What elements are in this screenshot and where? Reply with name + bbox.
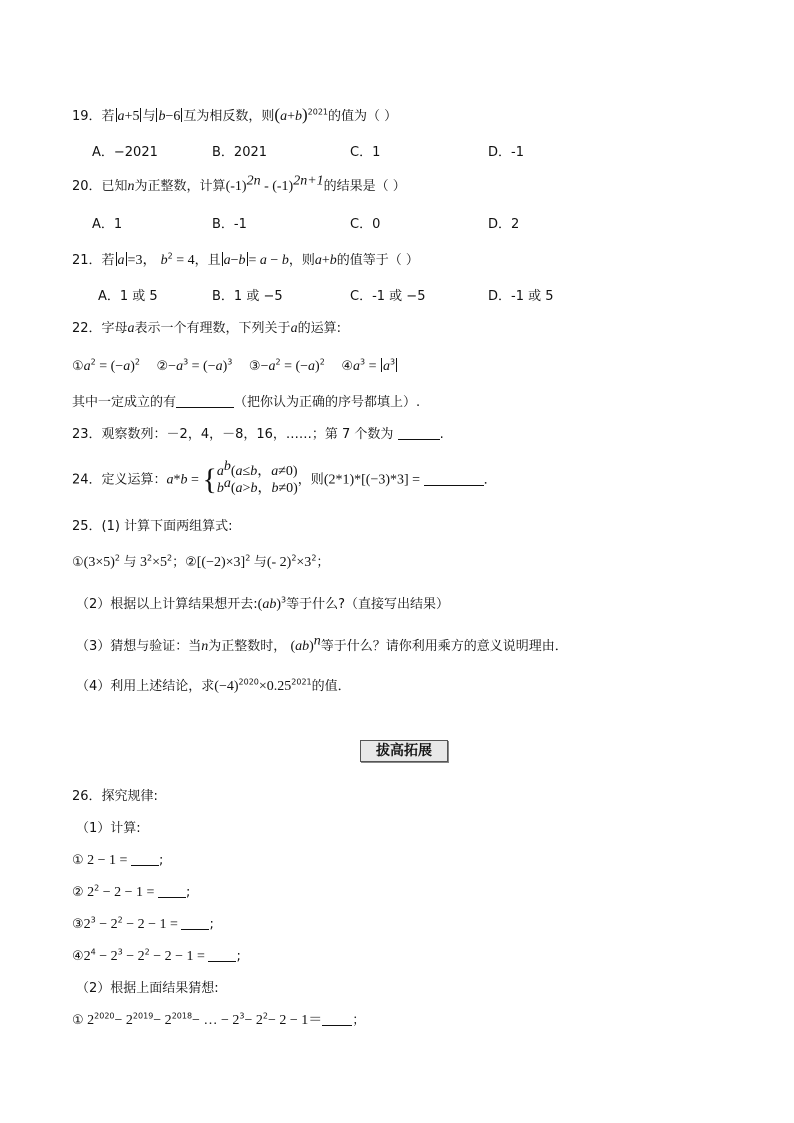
q25-text: （2）根据以上计算结果想开去: — [76, 597, 258, 612]
question-23 — [72, 426, 444, 444]
q21-option-b[interactable]: B．1 或 −5 — [212, 289, 283, 304]
q25-text: （3）猜想与验证：当 — [76, 639, 202, 654]
q22-items: $①a^2 = (-a)^2$ $②-a^3 = (-a)^3$ $③-a^2 = (-a)^2$ $④a^3 = a^3$ — [72, 357, 396, 374]
q25-text: 为正整数时， — [208, 639, 287, 654]
q25-text: 等于什么？请你利用乘方的意义说明理由． — [320, 639, 568, 654]
q19-text: 的值为（ ） — [328, 109, 398, 124]
question-26-title: 26．探究规律: — [72, 789, 158, 804]
question-22: 22．字母a表示一个有理数，下列关于a的运算: — [72, 321, 341, 336]
q24-text: 24．定义运算： — [72, 472, 167, 488]
q22-text: （把你认为正确的序号都填上）. — [234, 395, 421, 410]
q20-option-d[interactable]: D．2 — [488, 217, 520, 232]
item-marker: ① — [72, 853, 84, 868]
q25-text: 的值． — [311, 679, 351, 694]
answer-blank[interactable] — [176, 407, 234, 408]
answer-blank[interactable] — [131, 865, 159, 866]
q26-row-1: ① 2 − 1 = ; — [72, 853, 164, 868]
q21-text: 的值等于（ ） — [336, 253, 419, 268]
question-19: 19．若 a+5 与 b−6 互为相反数，则$(a+b)^{2021}$的值为（ ） — [72, 105, 398, 124]
q20-option-c[interactable]: C．0 — [350, 217, 381, 232]
q22-text: 其中一定成立的有 — [72, 395, 177, 410]
answer-blank[interactable] — [322, 1025, 352, 1026]
q21-option-d[interactable]: D．-1 或 5 — [488, 289, 554, 304]
question-24: 24．定义运算：$a*b = \{a^b(a\le b$，a≠0) $b^a(a>b$，b≠0)，则(2*1)*[(−3)*3] = ． — [72, 459, 497, 496]
question-20: 20．已知n为正整数，计算$(-1)^{2n} - (-1)^{2n+1}$的结果是（ ） — [72, 173, 406, 194]
answer-blank[interactable] — [208, 961, 236, 962]
q20-option-b[interactable]: B．-1 — [212, 217, 247, 232]
q22-text: 22．字母 — [72, 321, 128, 336]
q22-text: 表示一个有理数，下列关于 — [134, 321, 291, 336]
item-marker: ③ — [248, 359, 261, 374]
q21-text: 21．若 — [72, 253, 115, 268]
q20-text: 的结果是（ ） — [323, 179, 406, 194]
q21-text: ，且 — [194, 253, 221, 268]
q20-text: 为正整数，计算 — [134, 179, 226, 194]
q21-option-a[interactable]: A．1 或 5 — [98, 289, 158, 304]
piecewise-definition: $a^b(a\le b$，a≠0) $b^a(a>b$，b≠0) — [216, 459, 298, 496]
answer-blank[interactable] — [158, 897, 186, 898]
q19-text: 互为相反数，则 — [183, 109, 275, 124]
q26-row-3: $③2^3 - 2^2 - 2 - 1$ = ; — [72, 915, 214, 932]
q22-tail — [72, 394, 420, 412]
q26-row-2: ② $2^2 - 2 - 1$ = ; — [72, 883, 191, 900]
q26-row-4: $④2^4 - 2^3 - 2^2 - 2 - 1$ = ; — [72, 947, 241, 964]
q25-text: ；② — [172, 555, 197, 570]
question-25-part1: $①(3\times 5)^2$ 与 $3^2\times 5^2$；$②[(-2)\times 3]^2$ 与(- $2)^2\times 3^2$； — [72, 553, 330, 570]
q26-guess: ① $2^{2020}- 2^{2019}- 2^{2018}-$ … − $2^3- 2^2- 2 - 1=$ ； — [72, 1011, 366, 1028]
item-marker: ② — [156, 359, 169, 374]
q24-text: ，则 — [297, 472, 324, 488]
q21-text: ，则 — [288, 253, 315, 268]
q25-text: ； — [316, 555, 330, 570]
answer-blank[interactable] — [398, 439, 440, 440]
q19-exponent: 2021 — [307, 107, 328, 117]
q25-text: 与 — [123, 555, 137, 570]
question-25-part3: （3）猜想与验证：当n为正整数时， (ab)$^n$等于什么？请你利用乘方的意义说明理由． — [76, 633, 568, 654]
item-marker: ② — [72, 885, 84, 900]
q19-option-b[interactable]: B．2021 — [212, 145, 268, 160]
item-marker: ④ — [72, 949, 84, 964]
q21-option-c[interactable]: C．-1 或 −5 — [350, 289, 426, 304]
q20-text: 20．已知 — [72, 179, 128, 194]
q23-text: 23．观察数列：－2，4，－8，16，……；第 7 个数为 — [72, 427, 394, 442]
item-marker: ① — [72, 359, 84, 374]
item-marker: ④ — [341, 359, 353, 374]
item-marker: ① — [72, 555, 84, 570]
q19-text: 19．若 — [72, 109, 115, 124]
answer-blank[interactable] — [424, 485, 484, 486]
question-25-part4: （4）利用上述结论，求$(-4)^{2020}\times 0.25^{2021}$的值． — [76, 677, 351, 694]
answer-blank[interactable] — [181, 929, 209, 930]
q26-sub1: （1）计算: — [76, 821, 141, 836]
q20-option-a[interactable]: A．1 — [92, 217, 123, 232]
item-marker: ① — [72, 1013, 84, 1028]
q19-option-d[interactable]: D．-1 — [488, 145, 524, 160]
q25-text: 等于什么?（直接写出结果） — [286, 597, 449, 612]
q19-text: 与 — [142, 109, 156, 124]
q19-option-c[interactable]: C．1 — [350, 145, 381, 160]
q25-text: 与 — [253, 555, 267, 570]
section-banner: 拔高拓展 — [360, 740, 448, 762]
q25-text: （4）利用上述结论，求 — [76, 679, 215, 694]
q23-text: . — [439, 427, 444, 442]
question-21: 21．若 a =3， $b^2 = 4$，且 a−b = a − b，则a+b的值等于（ ） — [72, 251, 419, 268]
q22-text: 的运算: — [297, 321, 341, 336]
item-marker: ③ — [72, 917, 84, 932]
q26-sub2: （2）根据上面结果猜想: — [76, 981, 219, 996]
question-25-part2: （2）根据以上计算结果想开去:(ab)$^3$等于什么?（直接写出结果） — [76, 595, 449, 612]
q19-option-a[interactable]: A．−2021 — [92, 145, 158, 160]
q24-text: ． — [483, 472, 497, 488]
question-25-title: 25．(1) 计算下面两组算式: — [72, 519, 233, 534]
